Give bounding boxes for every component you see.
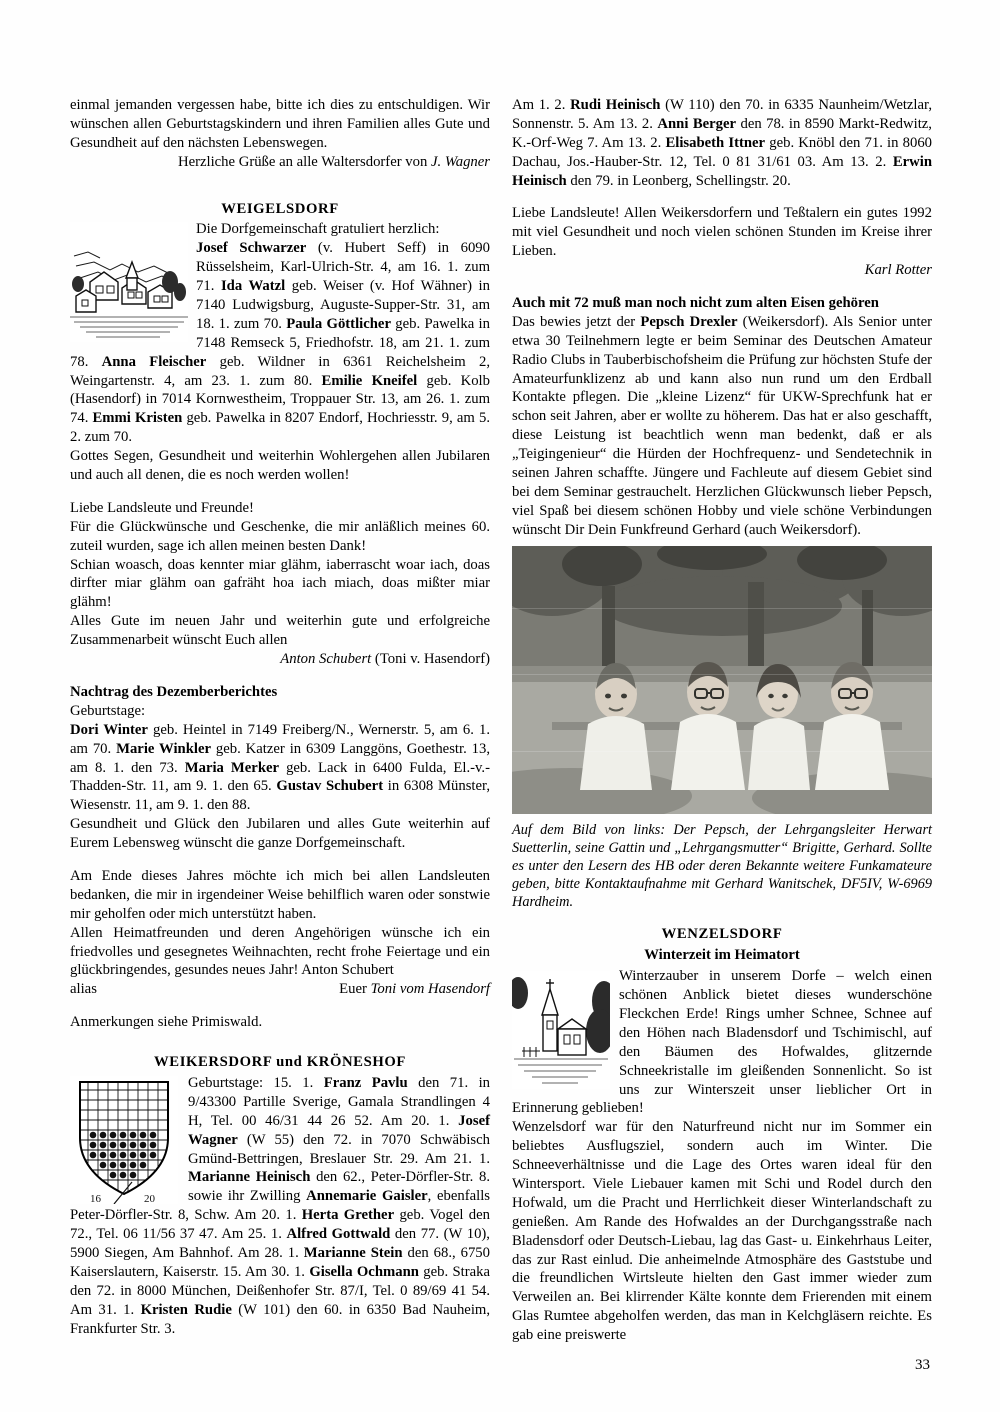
section-heading-weikersdorf: WEIKERSDORF und KRÖNESHOF: [154, 1054, 406, 1071]
letter2-alias-plain: Euer: [339, 981, 371, 998]
article-body: Das bewies jetzt der Pepsch Drexler (Weikersdorf). Als Senior unter etwa 30 Teilnehmern legte er beim Seminar des Deutschen Amateur Radio Clubs in Tauberbischofsheim die Prüfung zur höchsten Stufe der Amateurfunklizenz ab und kann also nun rund um den Erdball Kontakte pflegen. Die „kleine Lizenz“ für UKW-Sprechfunk hat er schon seit Jahren, aber er wollte zu höherem. Das hat er also geschafft, diese Leistung ist beachtlich wenn man bedenkt, daß er als „Teigingenieur“ die Hürden der Hochfrequenz- und Sendetechnik in seinen Jahren schaffte. Jüngere und Fachleute auf diesem Gebiet sind bei dem Seminar gestrauchelt. Herzlichen Glückwunsch lieber Pepsch, viel Spaß bei diesem schönen Hobby und viele schöne Verbindungen wünscht Dir Dein Funkfreund Gerhard (auch Weikersdorf).: [512, 313, 933, 538]
wenzelsdorf-para1: Winterzauber in unserem Dorfe – welch einen schönen Anblick bietet dieses wunderschöne Fleckchen Erde! Rings umher Schnee, Schnee auf den Höhen nach Bladensdorf und Tschimischl, auf den Bäumen des Hofwaldes, glitzernde Schneekristalle im gleißenden Sonnenlicht. So ist uns zur Winterszeit unser lieblicher Ort in Erinnerung geblieben!: [512, 968, 932, 1117]
letter2-alias-label: alias: [70, 981, 97, 998]
right-column: [512, 96, 932, 1345]
left-column: [70, 96, 490, 1338]
spacer: [70, 1046, 490, 1053]
intro-greeting-text: Herzliche Grüße an alle Waltersdorfer von: [177, 153, 431, 170]
coat-of-arms-year-left: 16: [90, 1192, 101, 1204]
weigelsdorf-closing: Gottes Segen, Gesundheit und weiterhin Wohlergehen allen Jubilaren und auch all denen, die es noch werden wollen!: [70, 448, 490, 484]
coat-of-arms-year-right: 20: [144, 1192, 155, 1204]
letter2-para2: Allen Heimatfreunden und deren Angehörigen wünsche ich ein friedvolles und gesegnetes Weihnachten, recht frohe Feiertage und ein glückbringendes, gesundes neues Jahr! Anton Schubert: [70, 924, 490, 979]
spacer: [70, 172, 490, 186]
coat-of-arms-svg: [70, 1076, 178, 1204]
nachtrag-label: Geburtstage:: [70, 702, 146, 719]
nachtrag-closing: Gesundheit und Glück den Jubilaren und alles Gute weiterhin auf Eurem Lebensweg wünscht die ganze Dorfgemeinschaft.: [70, 816, 490, 852]
intro-paragraph: einmal jemanden vergessen habe, bitte ich dies zu entschuldigen. Wir wünschen allen Geburtstagskindern und ihren Familien alles Gute und Gesundheit auf den nächsten Lebenswegen.: [70, 97, 490, 151]
greeting-signature-name: Karl Rotter: [864, 262, 932, 279]
letter1-salutation: Liebe Landsleute und Freunde!: [70, 499, 254, 516]
section-heading-wenzelsdorf: WENZELSDORF: [661, 926, 783, 943]
spacer: [70, 1032, 490, 1046]
letter1-body: Für die Glückwünsche und Geschenke, die mir anläßlich meines 60. zuteil wurden, sage ich allen meinen besten Dank!: [70, 518, 490, 554]
nachtrag-heading: Nachtrag des Dezemberberichtes: [70, 683, 278, 700]
page-number: 33: [915, 1357, 930, 1373]
letter1-wish: Alles Gute im neuen Jahr und weiterhin gute und erfolgreiche Zusammenarbeit wünscht Euch allen: [70, 613, 490, 649]
spacer: [70, 669, 490, 683]
coat-of-arms-drawing: [70, 1076, 178, 1204]
spacer: [70, 853, 490, 867]
letter2-para1: Am Ende dieses Jahres möchte ich mich bei allen Landsleuten bedanken, die mir in irgendeiner Weise behilflich waren oder sonstwie mir geholfen oder mich unterstützt haben.: [70, 867, 490, 922]
group-photo-four-people: [512, 546, 932, 814]
weigelsdorf-intro: Die Dorfgemeinschaft gratuliert herzlich:: [196, 221, 440, 238]
letter2-alias-line: [70, 980, 490, 999]
village-drawing-svg: [70, 222, 188, 342]
wenzelsdorf-para2: Wenzelsdorf war für den Naturfreund nicht nur im Sommer ein beliebtes Ausflugsziel, sondern auch im Winter. Die Schneeverhältnisse und die Lage des Ortes waren ideal für den Wintersport. Viele Liebauer kamen mit Schi und Rodel durch den Hofwald, um die Pracht und Herrlichkeit dieser Winterlandschaft zu genießen. Am Rande des Hofwaldes an der Durchgangsstraße nach Bladensdorf oder Deutsch-Liebau, lag das Gast- u. Einkehrhaus Leiter, das zur Rast einlud. Die anheimelnde Atmosphäre des Gaststube und die freundlichen Wirtsleute hielten den Gast immer wieder zum Verweilen an. Bei klirrender Kälte konnte dem Frierenden mit einem Glas Rumtee abgeholfen werden, das man in Kelchgläsern reichte. Es gab eine preiswerte: [512, 1119, 932, 1344]
spacer: [512, 911, 932, 925]
spacer: [512, 280, 932, 294]
nachtrag-entries: Dori Winter geb. Heintel in 7149 Freiberg/N., Wernerstr. 5, am 6. 1. am 70. Marie Winkler geb. Katzer in 6309 Langgöns, Goethestr. 13, am 8. 1. den 73. Maria Merker geb. Lack in 6400 Fulda, El.-v.-Thadden-Str. 11, am 9. 1. den 65. Gustav Schubert in 6308 Münster, Wiesenstr. 11, am 9. 1. den 88.: [70, 721, 490, 814]
weigelsdorf-birthday-entries: Josef Schwarzer (v. Hubert Seff) in 6090 Rüsselsheim, Karl-Ulrich-Str. 4, am 16. 1. zum 71. Ida Watzl geb. Weiser (v. Hof Wähner) in 7140 Ludwigsburg, Auguste-Supper-Str. 31, am 18. 1. zum 70. Paula Göttlicher geb. Pawelka in 7148 Remseck 5, Friedhofstr. 18, am 21. 1. zum 78. Anna Fleischer geb. Wildner in 6361 Reichelsheim 2, Weingartenstr. 4, am 23. 1. zum 80. Emilie Kneifel geb. Kolb (Hasendorf) in 7014 Kornwestheim, Troppauer Str. 13, am 26. 1. zum 74. Emmi Kristen geb. Pawelka in 8207 Endorf, Hochriesstr. 9, am 5. 2. zum 70.: [70, 240, 491, 446]
letter1-signature: [70, 650, 490, 669]
spacer: [70, 485, 490, 499]
section-subheading-wenzelsdorf: Winterzeit im Heimatort: [644, 947, 800, 964]
weikersdorf-entries: Geburtstage: 15. 1. Franz Pavlu den 71. in 9/43300 Partille Sverige, Gamala Strandlingen 4 H, Tel. 00 46/31 44 26 52. Am 20. 1. Josef Wagner (W 55) den 72. in 7070 Schwäbisch Gmünd-Bettringen, Breslauer Str. 29. Am 21. 1. Marianne Heinisch den 62., Peter-Dörfler-Str. 8. sowie ihr Zwilling Annemarie Gaisler, ebenfalls Peter-Dörfler-Str. 8, Schw. Am 20. 1. Herta Grether geb. Vogel den 72., Tel. 06 11/56 37 47. Am 25. 1. Alfred Gottwald den 77. (W 10), 5900 Siegen, Am Bahnhof. Am 28. 1. Marianne Stein den 68., 6750 Kaiserslautern, Kaiserstr. 15. Am 30. 1. Gisella Ochmann geb. Straka den 72. in 8000 München, Deißenhofer Str. 87/I, Tel. 0 89/69 41 54. Am 31. 1. Kristen Rudie (W 101) den 60. in 6350 Bad Nauheim, Frankfurter Str. 3.: [70, 1074, 491, 1337]
intro-greeting-signature: J. Wagner: [430, 153, 490, 170]
letter2-alias-italic: Toni vom Hasendorf: [370, 981, 490, 998]
group-photo-svg: [512, 546, 932, 814]
continued-birthdays: Am 1. 2. Rudi Heinisch (W 110) den 70. in 6335 Naunheim/Wetzlar, Sonnenstr. 5. Am 13. 2. Anni Berger den 78. in 8590 Markt-Redwitz, K.-Orf-Weg 7. Am 13. 2. Elisabeth Ittner geb. Knöbl den 71. in 8060 Dachau, Jos.-Hauber-Str. 12, Tel. 0 81 31/61 03. Am 13. 2. Erwin Heinisch den 79. in Leonberg, Schellingstr. 20.: [512, 97, 933, 189]
church-drawing-svg: [512, 971, 610, 1089]
intro-greeting: [70, 153, 490, 172]
letter1-signature-name: Anton Schubert: [280, 651, 372, 668]
greeting-signature: [512, 261, 932, 280]
greeting-paragraph: Liebe Landsleute! Allen Weikersdorfern und Teßtalern ein gutes 1992 mit viel Gesundheit und noch vielen schönen Stunden im Kreise ihrer Lieben.: [512, 205, 932, 260]
spacer: [70, 999, 490, 1013]
village-drawing: [70, 222, 188, 342]
church-drawing: [512, 971, 610, 1089]
article-heading: Auch mit 72 muß man noch nicht zum alten Eisen gehören: [512, 295, 879, 312]
photo-caption: Auf dem Bild von links: Der Pepsch, der Lehrgangsleiter Herwart Suetterlin, seine Gattin und „Lehrgangsmutter“ Brigitte, Gerhard. Sollte es unter den Lesern des HB oder deren Bekannte weitere Funkamateure geben, bitte Kontaktaufnahme mit Gerhard Wanitschek, DF5IV, W-6969 Hardheim.: [512, 821, 932, 911]
letter1-signature-suffix: (Toni v. Hasendorf): [371, 651, 490, 668]
letter1-dialect: Schian woasch, doas kennter miar glähm, iaberrascht woar iach, doas dirfter miar glähm oan gafräht hoa iach miach, doas mißter miar glähm!: [70, 556, 490, 611]
section-heading-weigelsdorf: WEIGELSDORF: [221, 200, 339, 217]
letter2-note: Anmerkungen siehe Primiswald.: [70, 1014, 263, 1031]
spacer: [70, 186, 490, 200]
spacer: [512, 190, 932, 204]
